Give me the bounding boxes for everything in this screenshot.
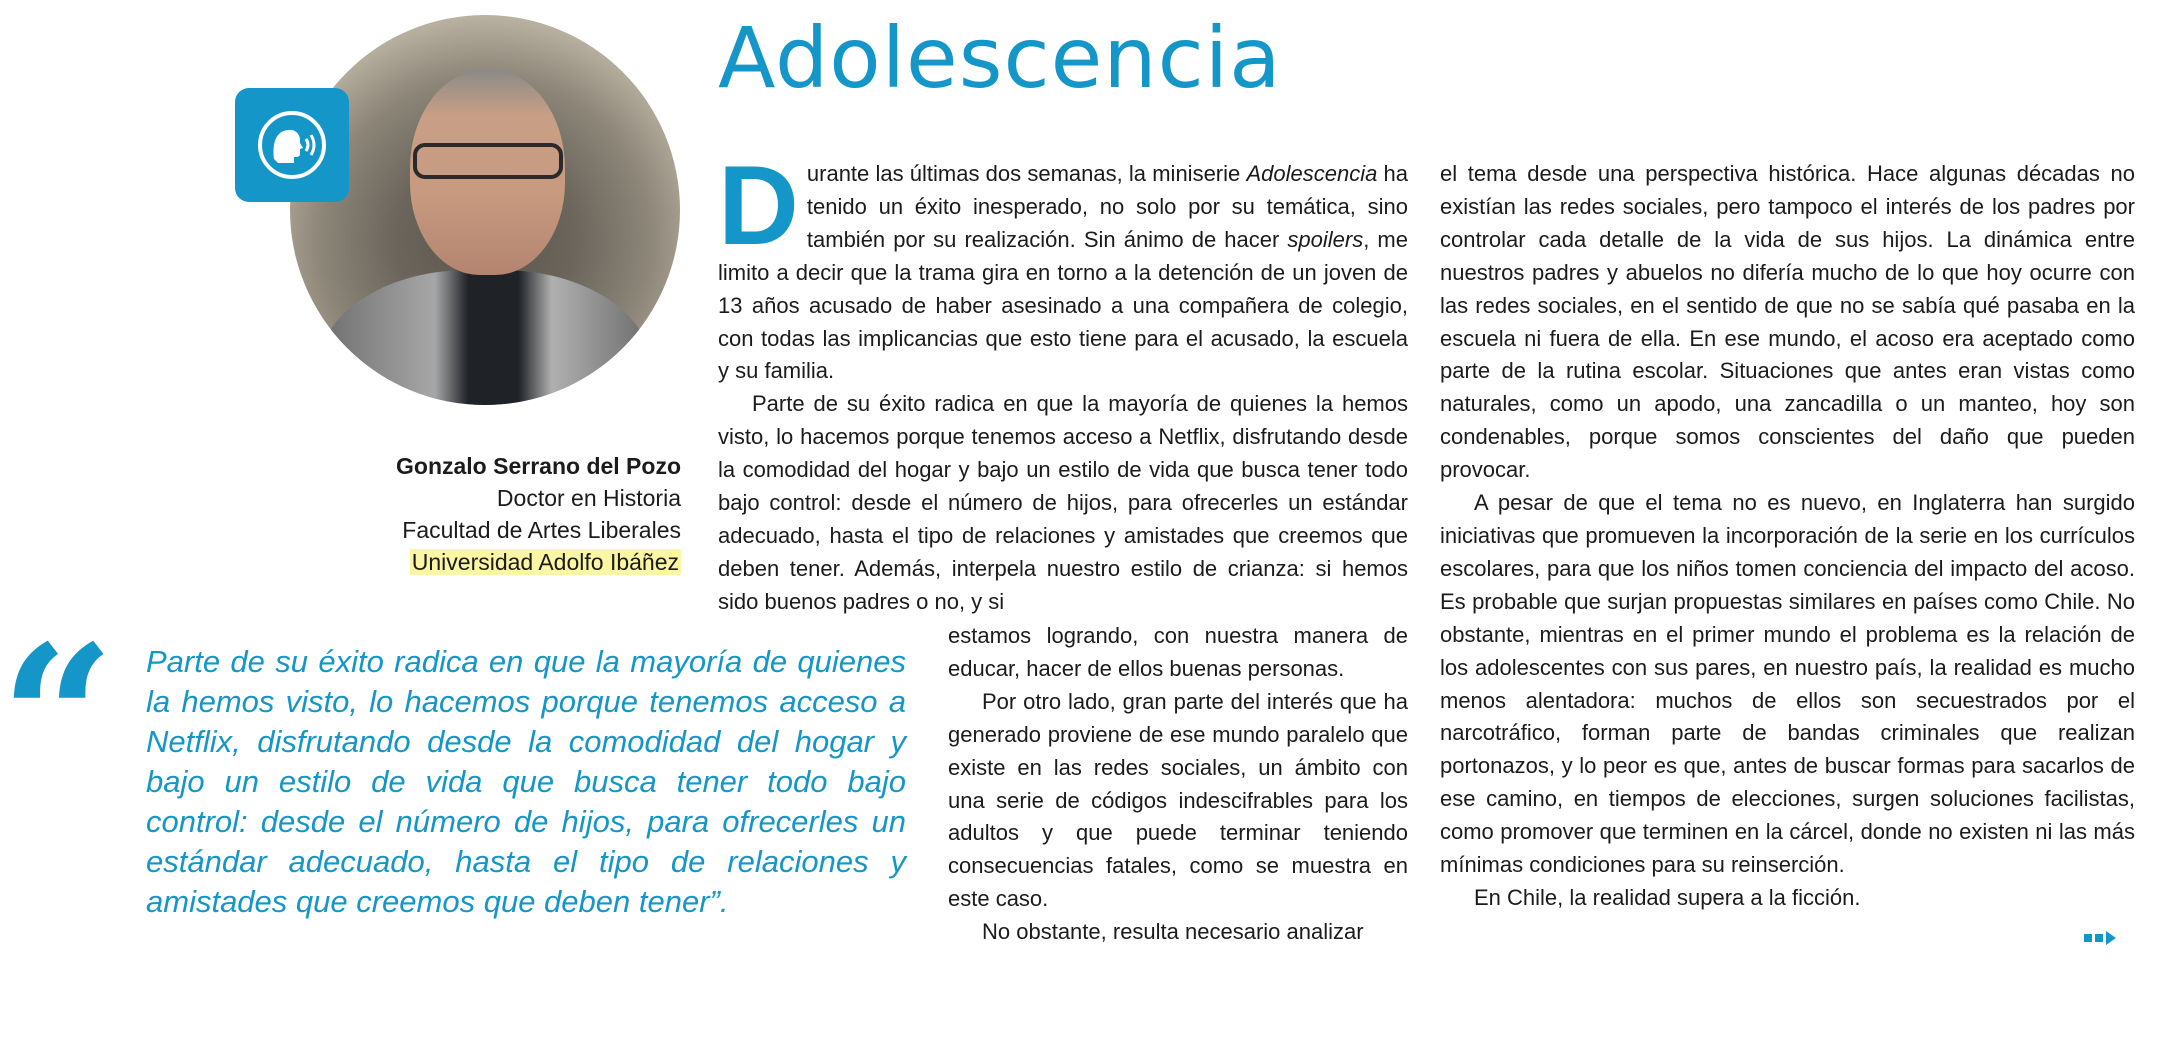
photo-glasses	[413, 143, 563, 179]
author-photo	[290, 15, 680, 405]
paragraph-3: Por otro lado, gran parte del interés que ha generado proviene de ese mundo paralelo que existe en las redes sociales, un ámbito con una serie de códigos indescifrables para los adultos y que puede terminar teniendo consecuencias fatales, como se muestra en este caso.	[948, 688, 1408, 912]
paragraph-1-mid: ha tenido un éxito inesperado, no solo por su temática, sino también por su realización. Sin ánimo de hacer	[806, 161, 1408, 252]
paragraph-4-continued: el tema desde una perspectiva histórica. Hace algunas décadas no existían las redes sociales, pero tampoco el interés de los padres por controlar cada detalle de la vida de sus hijos. La dinámica entre nuestros padres y abuelos no difería mucho de lo que hoy ocurre con las redes sociales, en el sentido de que no se sabía qué pasaba en la escuela ni fuera de ella. En ese mundo, el acoso era aceptado como parte de la rutina escolar. Situaciones que antes eran vistas como naturales, como un apodo, una zancadilla o un manteo, hoy son condenables, porque somos conscientes del daño que pueden provocar.	[1440, 161, 2135, 483]
paragraph-1	[718, 143, 1408, 388]
end-mark-icon	[2082, 928, 2122, 948]
paragraph-5: A pesar de que el tema no es nuevo, en Inglaterra han surgido iniciativas que promueven la incorporación de la serie en los currículos escolares, para que los niños tomen conciencia del impacto del acoso. Es probable que surjan propuestas similares en países como Chile. No obstante, mientras en el primer mundo el problema es la relación de los adolescentes con sus pares, en nuestro país, la realidad es mucho menos alentadora: muchos de ellos son secuestrados por el narcotráfico, forman parte de bandas criminales que realizan portonazos, y lo peor es que, antes de buscar formas para sacarlos de ese camino, en tiempos de elecciones, surgen soluciones facilistas, como promover que terminen en la cárcel, donde no existen ni las más mínimas condiciones para su reinserción.	[1440, 490, 2135, 878]
series-title: Adolescencia	[1246, 161, 1378, 186]
article-column-1	[718, 143, 1408, 619]
paragraph-4: No obstante, resulta necesario analizar	[982, 919, 1364, 945]
pull-quote: Parte de su éxito radica en que la mayoría de quienes la hemos visto, lo hacemos porque tenemos acceso a Netflix, disfrutando desde la comodidad del hogar y bajo un estilo de vida que busca tener todo bajo control: desde el número de hijos, para ofrecerles un estándar adecuado, hasta el tipo de relaciones y amistades que creemos que deben tener”.	[146, 644, 906, 919]
article-column-3	[1440, 158, 2135, 915]
paragraph-2: Parte de su éxito radica en que la mayoría de quienes la hemos visto, lo hacemos porque tenemos acceso a Netflix, disfrutando desde la comodidad del hogar y bajo un estilo de vida que busca tener todo bajo control: desde el número de hijos, para ofrecerles un estándar adecuado, hasta el tipo de relaciones y amistades que creemos que deben tener. Además, interpela nuestro estilo de crianza: si hemos sido buenos padres o no, y si	[718, 391, 1408, 614]
paragraph-2-continued: estamos logrando, con nuestra manera de educar, hacer de ellos buenas personas.	[948, 623, 1408, 681]
author-degree: Doctor en Historia	[496, 485, 681, 511]
paragraph-6: En Chile, la realidad supera a la ficción.	[1474, 884, 1861, 910]
photo-jacket	[318, 270, 652, 405]
article-title: Adolescencia	[718, 9, 1282, 107]
paragraph-1-start: urante las últimas dos semanas, la miniserie	[806, 161, 1247, 186]
author-university: Universidad Adolfo Ibáñez	[411, 549, 679, 575]
spoilers-word: spoilers	[1287, 226, 1364, 252]
author-faculty: Facultad de Artes Liberales	[402, 517, 681, 543]
opinion-badge	[235, 88, 349, 202]
author-name: Gonzalo Serrano del Pozo	[396, 453, 681, 479]
article-column-2	[948, 620, 1408, 949]
paragraph-1-end: , me limito a decir que la trama gira en torno a la detención de un joven de 13 años acusado de haber asesinado a una compañera de colegio, con todas las implicancias que esto tiene para el acusado, la escuela y su familia.	[718, 226, 1408, 384]
quote-mark-icon: “	[0, 602, 116, 837]
speaking-head-icon	[256, 109, 328, 181]
author-byline	[261, 450, 681, 578]
drop-cap: D	[718, 143, 799, 268]
